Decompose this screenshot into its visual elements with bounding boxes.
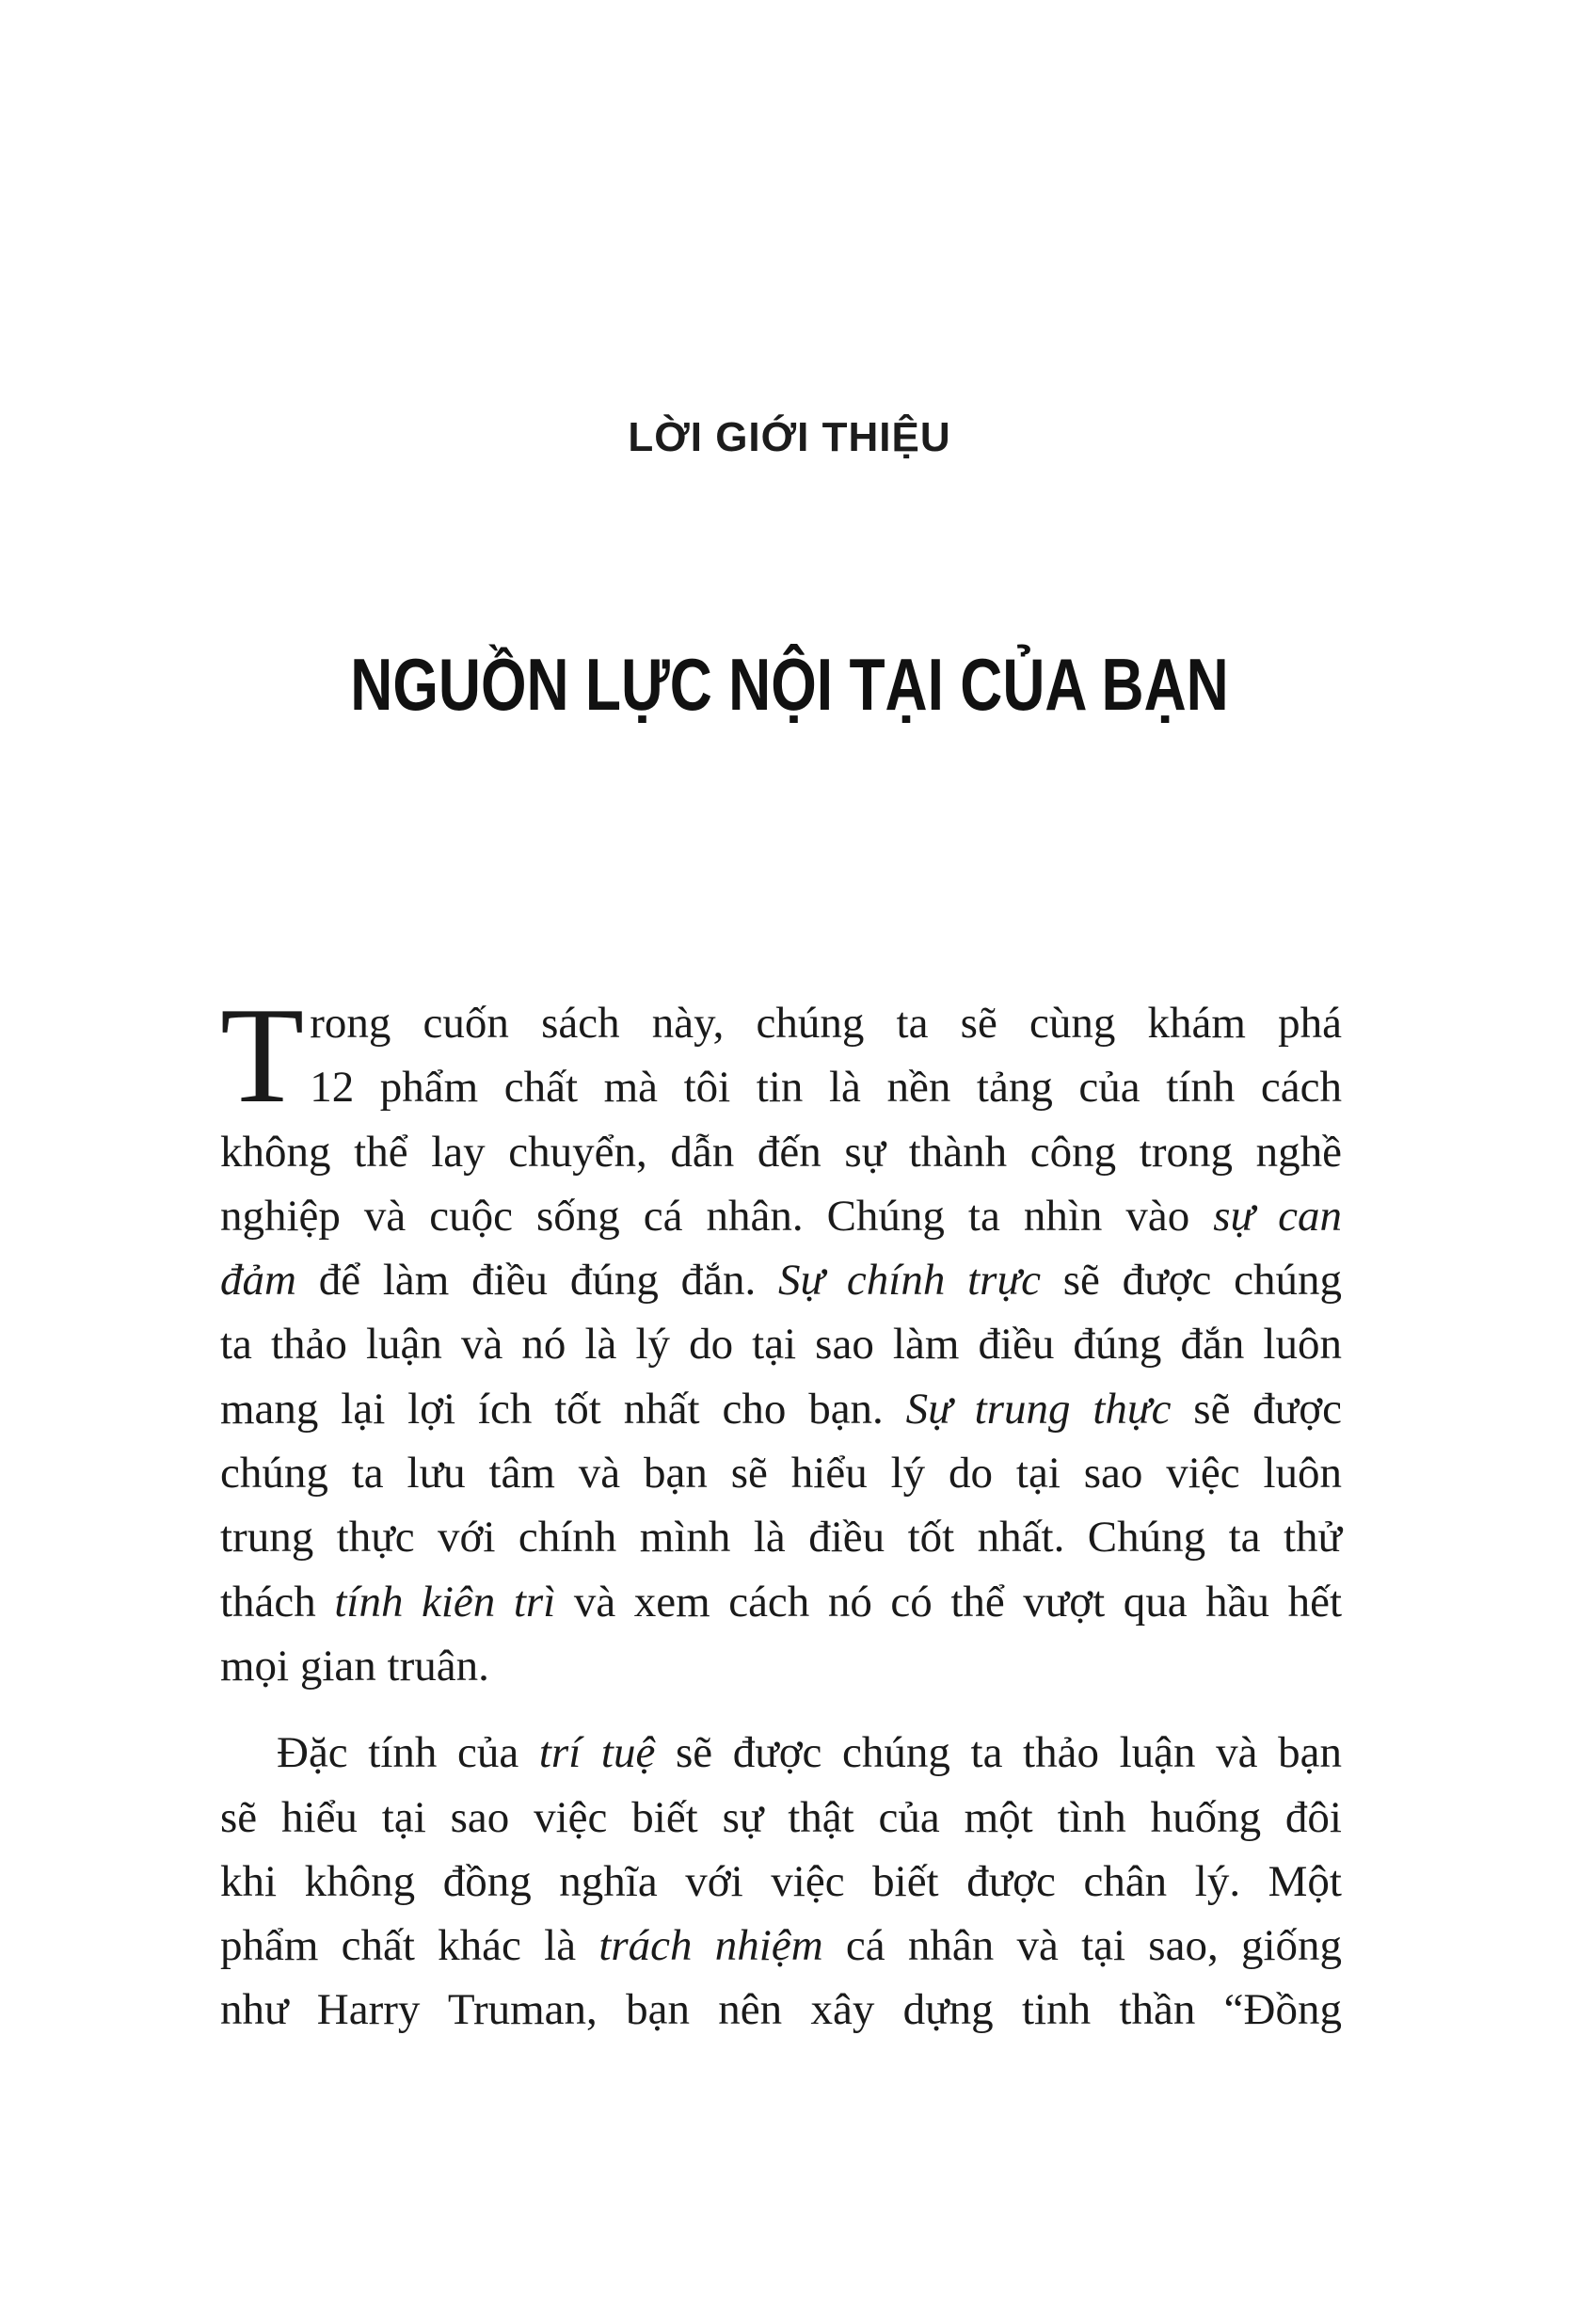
text-line: trung thực với chính mình là điều tốt nhất. Chúng ta thử [220,1513,1342,1563]
text-line: khi không đồng nghĩa với việc biết được chân lý. Một [220,1856,1342,1906]
drop-cap-block [220,991,1342,1120]
paragraph-gap [220,1698,1342,1721]
body-text [220,991,1342,2043]
text-line: mang lại lợi ích tốt nhất cho bạn. Sự trung thực sẽ được [220,1384,1342,1434]
italic-term: Sự trung thực [905,1384,1172,1434]
text-line: thách tính kiên trì và xem cách nó có thể vượt qua hầu hết [220,1577,1342,1627]
text-line: rong cuốn sách này, chúng ta sẽ cùng khám phá [310,999,1342,1048]
italic-term: sự can [1213,1191,1342,1241]
italic-term: Sự chính trực [778,1256,1041,1306]
italic-term: trí tuệ [538,1728,656,1778]
text-line: như Harry Truman, bạn nên xây dựng tinh thần “Đồng [220,1985,1342,2035]
text-line: 12 phẩm chất mà tôi tin là nền tảng của tính cách [310,1063,1342,1113]
drop-cap: T [220,991,305,1120]
text-line: phẩm chất khác là trách nhiệm cá nhân và tại sao, giống [220,1921,1343,1971]
italic-term: tính kiên trì [334,1577,556,1627]
section-kicker: LỜI GIỚI THIỆU [628,414,951,460]
chapter-title: NGUỒN LỰC NỘI TẠI CỦA BẠN [350,643,1229,726]
italic-term: đảm [220,1256,296,1306]
text-line: sẽ hiểu tại sao việc biết sự thật của một tình huống đôi [220,1792,1342,1842]
text-line: không thể lay chuyển, dẫn đến sự thành công trong nghề [220,1127,1342,1177]
text-line: đảm để làm điều đúng đắn. Sự chính trực sẽ được chúng [220,1256,1343,1306]
text-line: ta thảo luận và nó là lý do tại sao làm điều đúng đắn luôn [220,1320,1342,1370]
italic-term: trách nhiệm [598,1921,823,1971]
text-line: mọi gian truân. [220,1641,489,1691]
text-line: nghiệp và cuộc sống cá nhân. Chúng ta nhìn vào sự can [220,1191,1342,1241]
text-line: chúng ta lưu tâm và bạn sẽ hiểu lý do tại sao việc luôn [220,1449,1342,1499]
text-line: Đặc tính của trí tuệ sẽ được chúng ta thảo luận và bạn [277,1728,1342,1778]
